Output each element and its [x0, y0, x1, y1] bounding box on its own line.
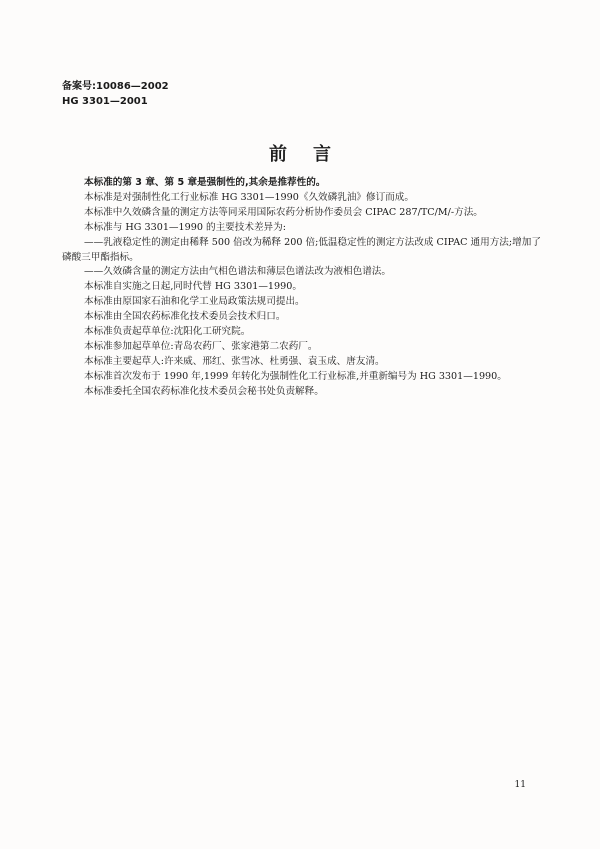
page-number: 11: [514, 780, 526, 790]
record-number: 备案号:10086—2002: [62, 81, 169, 92]
foreword-body: [62, 176, 542, 400]
paragraph: 本标准由全国农药标准化技术委员会技术归口。: [84, 311, 286, 323]
paragraph: 本标准由原国家石油和化学工业局政策法规司提出。: [84, 296, 305, 308]
page-title: 前言: [269, 144, 357, 165]
paragraph: 本标准主要起草人:许来威、邢红、张雪冰、杜勇强、袁玉成、唐友清。: [84, 355, 385, 367]
paragraph: 本标准自实施之日起,同时代替 HG 3301—1990。: [84, 281, 302, 293]
paragraph: 本标准首次发布于 1990 年,1999 年转化为强制性化工行业标准,并重新编号为 HG 3301—1990。: [84, 370, 507, 382]
paragraph: 本标准是对强制性化工行业标准 HG 3301—1990《久效磷乳油》修订而成。: [84, 191, 414, 203]
document-header: [62, 79, 169, 109]
paragraph: 本标准委托全国农药标准化技术委员会秘书处负责解释。: [84, 385, 324, 397]
paragraph: 本标准的第 3 章、第 5 章是强制性的,其余是推荐性的。: [84, 177, 326, 188]
paragraph: 本标准参加起草单位:青岛农药厂、张家港第二农药厂。: [84, 340, 318, 352]
paragraph: 本标准中久效磷含量的测定方法等同采用国际农药分析协作委员会 CIPAC 287/TC/M/-方法。: [84, 206, 483, 218]
paragraph: ——乳液稳定性的测定由稀释 500 倍改为稀释 200 倍;低温稳定性的测定方法改成 CIPAC 通用方法;增加了磷酸三甲酯指标。: [62, 236, 541, 263]
standard-number: HG 3301—2001: [62, 96, 148, 107]
paragraph: 本标准与 HG 3301—1990 的主要技术差异为:: [84, 221, 286, 233]
paragraph: ——久效磷含量的测定方法由气相色谱法和薄层色谱法改为液相色谱法。: [84, 266, 391, 278]
paragraph: 本标准负责起草单位:沈阳化工研究院。: [84, 326, 251, 338]
